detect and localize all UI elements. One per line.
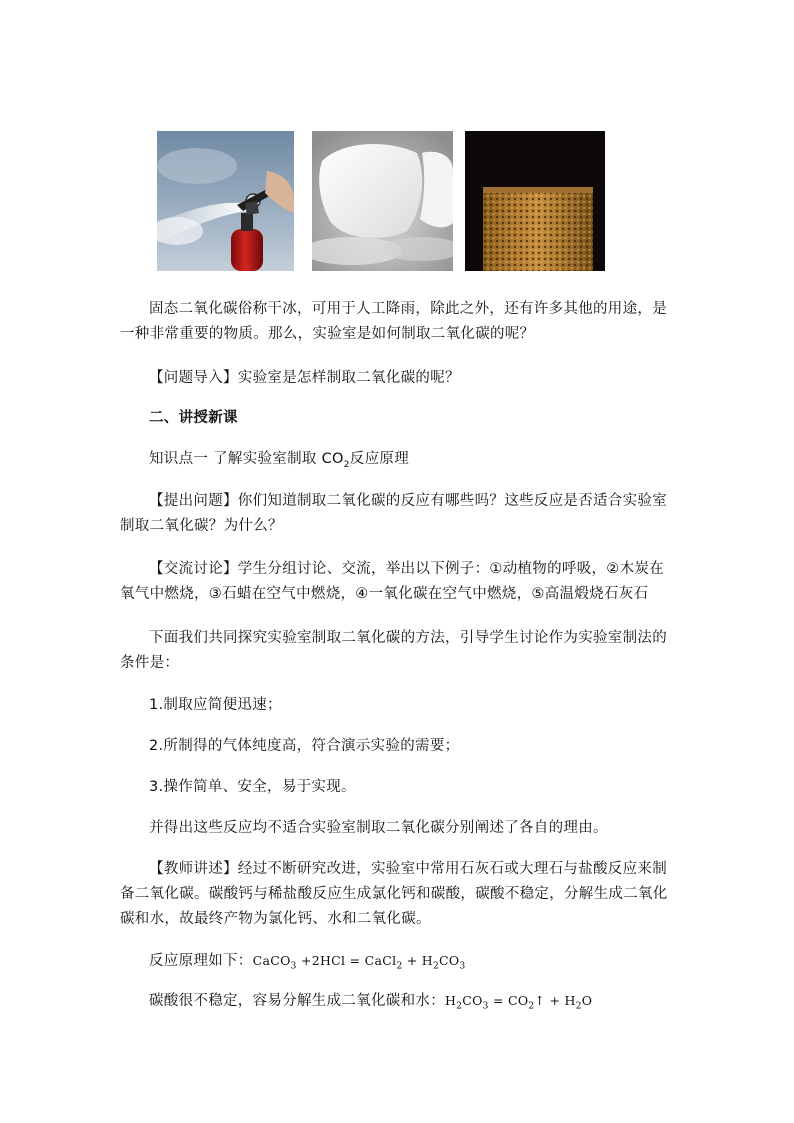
condition-item-1: 1.制取应简便迅速； [149,697,282,713]
reaction-equation-2: 碳酸很不稳定，容易分解生成二氧化碳和水：$H_2CO_3$ = $CO_2↑ + H_2O$ [149,993,593,1012]
condition-item-2: 2.所制得的气体纯度高，符合演示实验的需要； [149,738,460,754]
section-heading-new-lesson: 二、讲授新课 [149,410,238,426]
equation-2-formula: $H_2CO_3$ = $CO_2↑ + H_2O$ [445,993,593,1012]
knowledge-point-1: 知识点一 了解实验室制取 $CO_2$反应原理 [149,451,409,470]
teacher-explanation-paragraph: 【教师讲述】经过不断研究改进，实验室中常用石灰石或大理石与盐酸反应来制备二氧化碳。碳酸钙与稀盐酸反应生成氯化钙和碳酸，碳酸不稳定，分解生成二氧化碳和水，故最终产物为氯化钙、水和二氧化碳。 [120,861,668,927]
dry-ice-photo [312,131,453,271]
raise-question-paragraph: 【提出问题】你们知道制取二氧化碳的反应有哪些吗？这些反应是否适合实验室制取二氧化碳？为什么？ [120,493,667,534]
condition-item-3: 3.操作简单、安全，易于实现。 [149,779,356,795]
reaction-equation-1: 反应原理如下：CaCO$_3$ +2HCl = CaCl$_2$ + $H_2CO_3$ [149,953,466,972]
intro-paragraph: 固态二氧化碳俗称干冰，可用于人工降雨，除此之外，还有许多其他的用途，是一种非常重要的物质。那么，实验室是如何制取二氧化碳的呢？ [120,301,667,342]
discussion-paragraph: 【交流讨论】学生分组讨论、交流，举出以下例子：①动植物的呼吸，②木炭在氧气中燃烧，③石蜡在空气中燃烧，④一氧化碳在空气中燃烧，⑤高温煅烧石灰石 [120,561,664,602]
question-intro: 【问题导入】实验室是怎样制取二氧化碳的呢？ [149,370,460,386]
conclusion-paragraph: 并得出这些反应均不适合实验室制取二氧化碳分别阐述了各自的理由。 [149,820,608,836]
equation-1-formula: CaCO$_3$ +2HCl = CaCl$_2$ + $H_2CO_3$ [252,953,466,972]
explore-paragraph: 下面我们共同探究实验室制取二氧化碳的方法，引导学生讨论作为实验室制法的条件是： [120,630,667,671]
rainfall-box-photo [465,131,605,271]
photo-strip [157,131,605,271]
fire-extinguisher-photo [157,131,294,271]
